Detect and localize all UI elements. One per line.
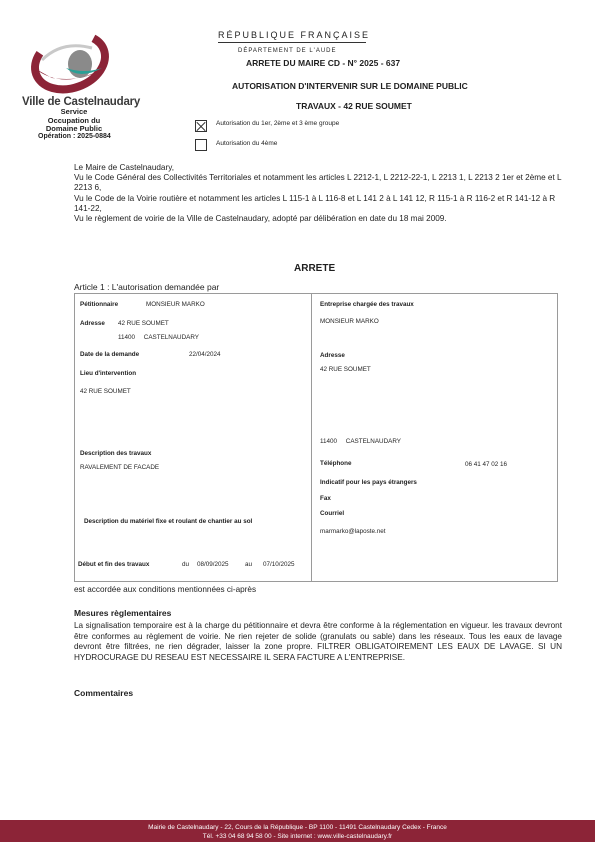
lieu-intervention-value: 42 RUE SOUMET [80,388,131,395]
checkbox-groupe-1-2-3[interactable] [195,120,207,132]
petitionnaire-value: MONSIEUR MARKO [146,301,205,308]
entreprise-adresse-label: Adresse [320,352,345,359]
intro-text [74,163,566,224]
intro-line: Vu le Code de la Voirie routière et notamment les articles L 115-1 à L 116-8 et L 141 2 à L 141 12, R 115-1 à R 116-2 et R 141-12 à R 141-22, [74,193,556,213]
city-name: Ville de Castelnaudary [22,96,141,108]
mesures-heading: Mesures règlementaires [74,608,172,618]
date-demande-value: 22/04/2024 [189,351,221,358]
operation-number: Opération : 2025-0884 [38,133,111,140]
autorisation-title: AUTORISATION D'INTERVENIR SUR LE DOMAINE PUBLIC [232,81,468,91]
adresse-line2: 11400 CASTELNAUDARY [118,334,199,341]
castelnaudary-logo [22,30,132,100]
description-travaux-value: RAVALEMENT DE FACADE [80,464,160,471]
materiel-label: Description du matériel fixe et roulant de chantier au sol [84,518,253,525]
petitionnaire-label: Pétitionnaire [80,301,119,308]
accorde-text: est accordée aux conditions mentionnées ci-après [74,585,257,594]
mesures-text: La signalisation temporaire est à la charge du pétitionnaire et devra être conforme à la réglementation en vigueur. les travaux devront être conformes au règlement de voirie. Ne rien rejeter de solide (granulats ou sable) dans les réseaux. Tous les eaux de lavage devront être filtrées, ne rien dégrader, laisser la zone propre. FILTRER OBLIGATOIREMENT LES EAUX DE LAVAGE. SI UN HYDROCURAGE DU RESEAU EST NECESSAIRE IL SERA FACTURE A L'ENTREPRISE. [74,621,562,662]
debut-value: 08/09/2025 [197,561,229,568]
checkbox-label-groupe-1-2-3: Autorisation du 1er, 2ème et 3 ème groupe [216,120,340,127]
form-column-divider [311,293,312,582]
header-divider [218,42,366,43]
arrete-heading: ARRETE [294,263,336,274]
entreprise-ville: 11400 CASTELNAUDARY [320,438,401,445]
service-name: Service Occupation du Domaine Public [45,107,103,133]
lieu-intervention-label: Lieu d'intervention [80,370,137,377]
adresse-line1: 42 RUE SOUMET [118,320,169,327]
departement: DÉPARTEMENT DE L'AUDE [238,48,337,54]
intro-line: Vu le règlement de voirie de la Ville de Castelnaudary, adopté par délibération en date du 18 mai 2009. [74,214,447,224]
intro-line: Vu le Code Général des Collectivités Territoriales et notamment les articles L 2212-1, L 2212-22-1, L 2213 1, L 2213 2 1er et 2ème et L 2213 6, [74,173,562,193]
entreprise-adresse-value: 42 RUE SOUMET [320,366,371,373]
date-demande-label: Date de la demande [80,351,140,358]
courriel-label: Courriel [320,510,345,517]
au-label: au [245,561,253,568]
intro-line: Le Maire de Castelnaudary, [74,163,174,172]
entreprise-value: MONSIEUR MARKO [320,318,379,325]
fin-value: 07/10/2025 [263,561,295,568]
indicatif-label: Indicatif pour les pays étrangers [320,479,417,486]
arrete-title: ARRETE DU MAIRE CD - N° 2025 - 637 [246,58,401,68]
article-1: Article 1 : L'autorisation demandée par [74,282,220,292]
commentaires-heading: Commentaires [74,688,134,698]
checkbox-groupe-4[interactable] [195,139,207,151]
republique-francaise: RÉPUBLIQUE FRANÇAISE [218,30,371,40]
du-label: du [182,561,190,568]
entreprise-label: Entreprise chargée des travaux [320,301,414,308]
description-travaux-label: Description des travaux [80,450,152,457]
fax-label: Fax [320,495,331,502]
adresse-label: Adresse [80,320,105,327]
checkbox-label-groupe-4: Autorisation du 4ème [216,140,278,147]
footer-address: Mairie de Castelnaudary - 22, Cours de la République - BP 1100 - 11491 Castelnaudary Cedex - France [148,824,447,831]
footer-contact: Tél. +33 04 68 94 58 00 - Site internet : www.ville-castelnaudary.fr [202,833,393,840]
travaux-title: TRAVAUX - 42 RUE SOUMET [296,101,412,111]
debut-fin-label: Début et fin des travaux [78,561,150,568]
courriel-value: marmarko@laposte.net [320,528,386,535]
telephone-value: 06 41 47 02 16 [465,461,508,468]
telephone-label: Téléphone [320,460,352,467]
